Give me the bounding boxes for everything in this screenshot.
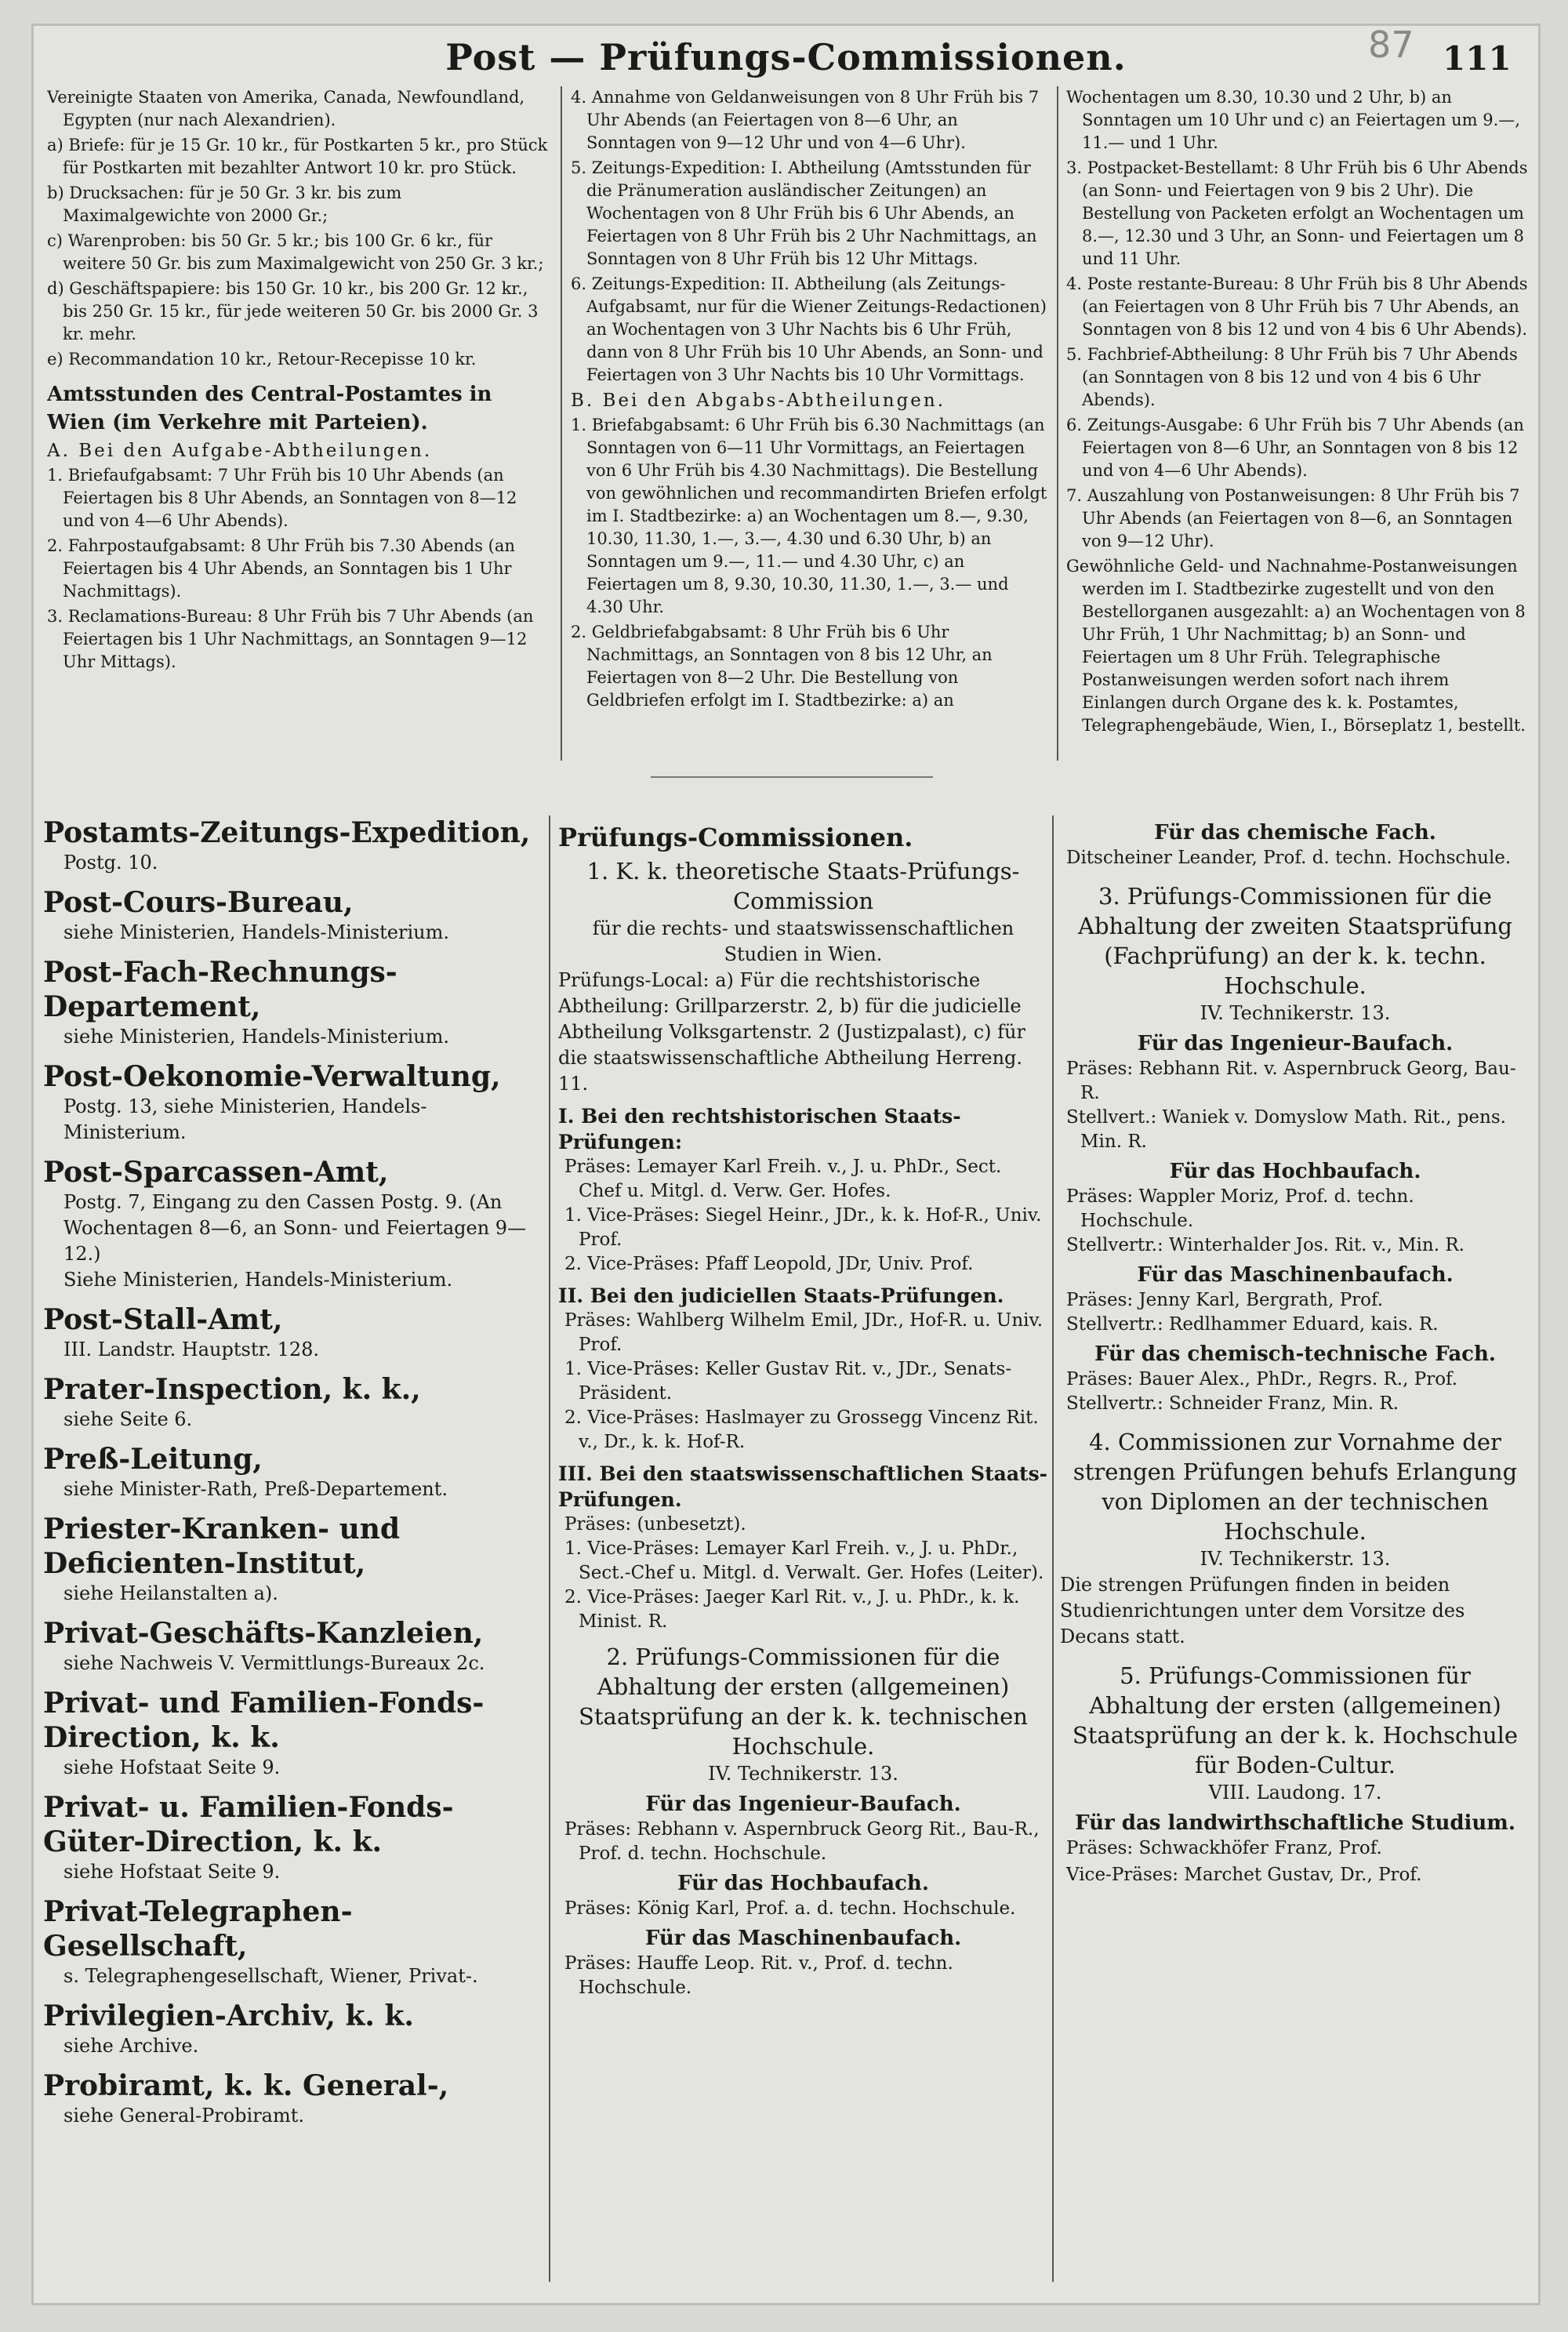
tariff-line: Vereinigte Staaten von Amerika, Canada, Newfoundland, Egypten (nur nach Alexandrien). xyxy=(47,88,525,129)
directory-entry xyxy=(43,1059,545,1146)
group-line: Präses: Wahlberg Wilhelm Emil, JDr., Hof-R. u. Univ. Prof. xyxy=(564,1310,1044,1355)
entry-heading: Privat- u. Familien-Fonds-Güter-Direction, k. k. xyxy=(43,1791,454,1858)
group-line: 1. Vice-Präses: Siegel Heinr., JDr., k. k. Hof-R., Univ. Prof. xyxy=(564,1205,1042,1250)
tariff-line: e) Recommandation 10 kr., Retour-Recepisse 10 kr. xyxy=(47,350,477,369)
group-line: 2. Vice-Präses: Pfaff Leopold, JDr, Univ. Prof. xyxy=(564,1254,974,1274)
entry-reference: siehe Minister-Rath, Preß-Departement. xyxy=(64,1478,448,1500)
group-line: Präses: König Karl, Prof. a. d. techn. Hochschule. xyxy=(564,1898,1016,1919)
group-line: Präses: Wappler Moriz, Prof. d. techn. Hochschule. xyxy=(1066,1186,1414,1231)
group-line: 1. Vice-Präses: Lemayer Karl Freih. v., J. u. PhDr., Sect.-Chef u. Mitgl. d. Verwalt. Ger. Hofes (Leiter). xyxy=(564,1538,1044,1583)
entry-reference: III. Landstr. Hauptstr. 128. xyxy=(64,1339,320,1360)
entry-reference: Postg. 7, Eingang zu den Cassen Postg. 9. (An Wochentagen 8—6, an Sonn- und Feiertagen 9—12.) xyxy=(64,1191,527,1265)
hours-item: 4. Poste restante-Bureau: 8 Uhr Früh bis 8 Uhr Abends (an Feiertagen von 8 Uhr Früh bis 7 Uhr Abends, an Sonntagen von 8 bis 12 und von 4 bis 6 Uhr Abends). xyxy=(1066,274,1528,339)
entry-heading: Post-Cours-Bureau, xyxy=(43,886,354,919)
commission-4-text: Die strengen Prüfungen finden in beiden Studienrichtungen unter dem Vorsitze des Decans statt. xyxy=(1060,1574,1465,1647)
commission-3-title: 3. Prüfungs-Commissionen für die Abhaltung der zweiten Staatsprüfung (Fachprüfung) an der k. k. techn. Hochschule. xyxy=(1078,883,1512,999)
entry-reference: Postg. 13, siehe Ministerien, Handels-Ministerium. xyxy=(64,1095,427,1143)
section-a-list-cont xyxy=(571,86,1049,387)
column-divider xyxy=(561,86,562,761)
group-line: Stellvertr.: Redlhammer Eduard, kais. R. xyxy=(1066,1314,1439,1335)
directory-entry xyxy=(43,1894,545,1989)
group-line: Stellvert.: Waniek v. Domyslow Math. Rit., pens. Min. R. xyxy=(1066,1107,1506,1152)
top-column-2 xyxy=(571,86,1049,776)
commission-1-local: Prüfungs-Local: a) Für die rechtshistorische Abtheilung: Grillparzerstr. 2, b) für die judicielle Abtheilung Volksgartenstr. 2 (Justizpalast), c) für die staatswissenschaftliche Abtheilung Herreng. 11. xyxy=(558,969,1025,1095)
entry-heading: Privat- und Familien-Fonds-Direction, k. k. xyxy=(43,1687,485,1754)
entry-reference: siehe Ministerien, Handels-Ministerium. xyxy=(64,1026,449,1048)
directory-entry xyxy=(43,815,545,876)
hours-item: 6. Zeitungs-Ausgabe: 6 Uhr Früh bis 7 Uhr Abends (an Feiertagen von 8—6 Uhr, an Sonntagen von 8 bis 12 und von 4—6 Uhr Abends). xyxy=(1066,416,1524,480)
directory-entry xyxy=(43,1442,545,1502)
commission-1-subtitle: für die rechts- und staatswissenschaftlichen Studien in Wien. xyxy=(592,917,1014,965)
group-line: Präses: Lemayer Karl Freih. v., J. u. PhDr., Sect. Chef u. Mitgl. d. Verw. Ger. Hofes. xyxy=(564,1157,1002,1201)
bottom-column-1 xyxy=(43,815,545,2290)
office-hours-heading: Amtsstunden des Central-Postamtes in Wien (im Verkehre mit Parteien). xyxy=(47,383,492,434)
section-a-heading: A. Bei den Aufgabe-Abtheilungen. xyxy=(47,441,433,461)
hours-item: Gewöhnliche Geld- und Nachnahme-Postanweisungen werden im I. Stadtbezirke zugestellt und von den Bestellorganen ausgezahlt: a) an Wochentagen von 8 Uhr Früh, 1 Uhr Nachmittag; b) an Sonn- und Feiertagen um 8 Uhr Früh. Telegraphische Postanweisungen werden sofort nach ihrem Einlangen durch Organe des k. k. Postamtes, Telegraphengebäude, Wien, I., Börseplatz 1, bestellt. xyxy=(1066,557,1526,735)
group-line: Präses: Schwackhöfer Franz, Prof. xyxy=(1066,1838,1382,1858)
entry-heading: Post-Fach-Rechnungs-Departement, xyxy=(43,956,397,1023)
entry-heading: Priester-Kranken- und Deficienten-Institut, xyxy=(43,1513,401,1580)
entry-heading: Post-Stall-Amt, xyxy=(43,1303,283,1336)
group-lines xyxy=(1060,846,1530,870)
group-heading: Für das chemisch-technische Fach. xyxy=(1094,1342,1496,1366)
group-heading: Für das Ingenieur-Baufach. xyxy=(1137,1032,1454,1055)
commission-2-address: IV. Technikerstr. 13. xyxy=(708,1763,898,1785)
pencil-mark: 87 xyxy=(1368,24,1414,66)
column-divider xyxy=(549,815,550,2282)
commission-2-title: 2. Prüfungs-Commissionen für die Abhaltung der ersten (allgemeinen) Staatsprüfung an der k. k. technischen Hochschule. xyxy=(579,1644,1028,1760)
group-heading: Für das Maschinenbaufach. xyxy=(1137,1263,1454,1287)
section-b-list xyxy=(571,414,1049,712)
group-heading: III. Bei den staatswissenschaftlichen Staats-Prüfungen. xyxy=(558,1462,1048,1511)
entry-heading: Privilegien-Archiv, k. k. xyxy=(43,2000,414,2032)
group-line: Präses: Rebhann v. Aspernbruck Georg Rit., Bau-R., Prof. d. techn. Hochschule. xyxy=(564,1819,1040,1864)
directory-entry xyxy=(43,1790,545,1885)
directory-entry xyxy=(43,1999,545,2059)
entry-heading: Probiramt, k. k. General-, xyxy=(43,2069,449,2102)
directory-entry xyxy=(43,1616,545,1676)
hours-item: 5. Fachbrief-Abtheilung: 8 Uhr Früh bis 7 Uhr Abends (an Sonntagen von 8 bis 12 und von 4 bis 6 Uhr Abends). xyxy=(1066,345,1518,409)
group-heading: II. Bei den judiciellen Staats-Prüfungen. xyxy=(558,1284,1004,1307)
column-divider xyxy=(1052,815,1054,2282)
group-heading: Für das Maschinenbaufach. xyxy=(644,1927,962,1950)
hours-item: 4. Annahme von Geldanweisungen von 8 Uhr Früh bis 7 Uhr Abends (an Feiertagen von 8—6 Uhr, an Sonntagen von 9—12 Uhr und von 4—6 Uhr). xyxy=(571,88,1040,152)
group-line: 2. Vice-Präses: Haslmayer zu Grossegg Vincenz Rit. v., Dr., k. k. Hof-R. xyxy=(564,1408,1039,1452)
commission-3-address: IV. Technikerstr. 13. xyxy=(1200,1002,1391,1024)
directory-entry xyxy=(43,1686,545,1781)
tariff-list xyxy=(47,86,553,371)
directory-entry xyxy=(43,1372,545,1433)
commission-1-title: 1. K. k. theoretische Staats-Prüfungs-Commission xyxy=(586,858,1020,914)
group-line: Präses: Bauer Alex., PhDr., Regrs. R., Prof. xyxy=(1066,1369,1458,1389)
group-line: Präses: Rebhann Rit. v. Aspernbruck Georg, Bau-R. xyxy=(1066,1059,1516,1103)
group-heading: Für das Ingenieur-Baufach. xyxy=(645,1793,961,1816)
group-heading: Für das Hochbaufach. xyxy=(677,1872,929,1895)
commissions-heading: Prüfungs-Commissionen. xyxy=(558,823,913,852)
directory-entry xyxy=(43,885,545,946)
entry-reference: Siehe Ministerien, Handels-Ministerium. xyxy=(64,1269,453,1291)
section-a-list xyxy=(47,464,553,674)
entry-reference: siehe Nachweis V. Vermittlungs-Bureaux 2c. xyxy=(64,1652,485,1674)
commission-2-groups xyxy=(558,1792,1048,2000)
entry-reference: Postg. 10. xyxy=(64,852,158,874)
section-b-heading: B. Bei den Abgabs-Abtheilungen. xyxy=(571,390,946,411)
commission-5-title: 5. Prüfungs-Commissionen für Abhaltung der ersten (allgemeinen) Staatsprüfung an der k. k. Hochschule für Boden-Cultur. xyxy=(1072,1662,1519,1778)
entry-reference: siehe Hofstaat Seite 9. xyxy=(64,1861,281,1883)
hours-item: 1. Briefaufgabsamt: 7 Uhr Früh bis 10 Uhr Abends (an Feiertagen bis 8 Uhr Abends, an Sonntagen von 8—12 und von 4—6 Uhr Abends). xyxy=(47,466,517,530)
entry-reference: siehe Archive. xyxy=(64,2035,199,2057)
document-page xyxy=(31,24,1541,2305)
group-heading: Für das Hochbaufach. xyxy=(1169,1160,1421,1183)
page-number: 111 xyxy=(1443,39,1512,78)
group-line: Stellvertr.: Winterhalder Jos. Rit. v., Min. R. xyxy=(1066,1235,1465,1255)
group-line: Präses: (unbesetzt). xyxy=(564,1514,746,1535)
entry-heading: Privat-Geschäfts-Kanzleien, xyxy=(43,1617,484,1650)
group-line: Vice-Präses: Marchet Gustav, Dr., Prof. xyxy=(1066,1865,1422,1885)
entry-heading: Prater-Inspection, k. k., xyxy=(43,1373,421,1406)
entry-reference: s. Telegraphengesellschaft, Wiener, Privat-. xyxy=(64,1965,478,1987)
group-line: Ditscheiner Leander, Prof. d. techn. Hochschule. xyxy=(1066,848,1512,868)
directory-entry xyxy=(43,955,545,1050)
hours-item: Wochentagen um 8.30, 10.30 und 2 Uhr, b) an Sonntagen um 10 Uhr und c) an Feiertagen um 9.—, 11.— und 1 Uhr. xyxy=(1066,88,1520,152)
hours-item: 2. Fahrpostaufgabsamt: 8 Uhr Früh bis 7.30 Abends (an Feiertagen bis 4 Uhr Abends, an Sonntagen bis 1 Uhr Nachmittags). xyxy=(47,536,515,601)
entry-reference: siehe Ministerien, Handels-Ministerium. xyxy=(64,921,449,943)
group-line: Präses: Jenny Karl, Bergrath, Prof. xyxy=(1066,1290,1384,1310)
hours-item: 3. Reclamations-Bureau: 8 Uhr Früh bis 7 Uhr Abends (an Feiertagen bis 1 Uhr Nachmittags, an Sonntagen 9—12 Uhr Mittags). xyxy=(47,607,534,671)
entry-reference: siehe Heilanstalten a). xyxy=(64,1582,278,1604)
group-line: 1. Vice-Präses: Keller Gustav Rit. v., JDr., Senats-Präsident. xyxy=(564,1359,1012,1404)
entry-reference: siehe Hofstaat Seite 9. xyxy=(64,1756,281,1778)
commission-5-address: VIII. Laudong. 17. xyxy=(1208,1782,1382,1803)
directory-entry xyxy=(43,1512,545,1607)
hours-item: 5. Zeitungs-Expedition: I. Abtheilung (Amtsstunden für die Pränumeration ausländischer Zeitungen) an Wochentagen von 8 Uhr Früh bis 6 Uhr Abends, an Feiertagen von 8 Uhr Früh bis 2 Uhr Nachmittags, an Sonntagen von 8 Uhr Früh bis 12 Uhr Mittags. xyxy=(571,158,1037,268)
directory-entries xyxy=(43,815,545,2129)
entry-heading: Post-Oekonomie-Verwaltung, xyxy=(43,1060,501,1093)
entry-heading: Postamts-Zeitungs-Expedition, xyxy=(43,816,531,849)
entry-heading: Preß-Leitung, xyxy=(43,1443,263,1476)
tariff-line: c) Warenproben: bis 50 Gr. 5 kr.; bis 100 Gr. 6 kr., für weitere 50 Gr. bis zum Maximalgewicht von 250 Gr. 3 kr.; xyxy=(47,231,544,273)
directory-entry xyxy=(43,1155,545,1293)
tariff-line: a) Briefe: für je 15 Gr. 10 kr., für Postkarten 5 kr., pro Stück für Postkarten mit bezahlter Antwort 10 kr. pro Stück. xyxy=(47,136,548,177)
top-column-3 xyxy=(1066,86,1529,776)
hours-item: 2. Geldbriefabgabsamt: 8 Uhr Früh bis 6 Uhr Nachmittags, an Sonntagen von 8 bis 12 Uhr, an Feiertagen von 8—2 Uhr. Die Bestellung von Geldbriefen erfolgt im I. Stadtbezirke: a) an xyxy=(571,623,993,710)
tariff-line: d) Geschäftspapiere: bis 150 Gr. 10 kr., bis 200 Gr. 12 kr., bis 250 Gr. 15 kr., für jede weiteren 50 Gr. bis 2000 Gr. 3 kr. mehr. xyxy=(47,279,539,343)
commission-4-address: IV. Technikerstr. 13. xyxy=(1200,1548,1391,1570)
group-line: 2. Vice-Präses: Jaeger Karl Rit. v., J. u. PhDr., k. k. Minist. R. xyxy=(564,1587,1020,1632)
top-column-1 xyxy=(47,86,553,776)
hours-item: 1. Briefabgabsamt: 6 Uhr Früh bis 6.30 Nachmittags (an Sonntagen von 6—11 Uhr Vormittags, an Feiertagen von 6 Uhr Früh bis 4.30 Nachmittags). Die Bestellung von gewöhnlichen und recommandirten Briefen erfolgt im I. Stadtbezirke: a) an Wochentagen um 8.—, 9.30, 10.30, 11.30, 1.—, 3.—, 4.30 und 6.30 Uhr, b) an Sonntagen um 9.—, 11.— und 4.30 Uhr, c) an Feiertagen um 8, 9.30, 10.30, 11.30, 1.—, 3.— und 4.30 Uhr. xyxy=(571,416,1047,616)
bottom-column-3 xyxy=(1060,815,1530,2290)
commission-4-title: 4. Commissionen zur Vornahme der strengen Prüfungen behufs Erlangung von Diplomen an der technischen Hochschule. xyxy=(1073,1429,1518,1545)
section-rule xyxy=(651,776,933,778)
tariff-line: b) Drucksachen: für je 50 Gr. 3 kr. bis zum Maximalgewichte von 2000 Gr.; xyxy=(47,183,402,225)
entry-reference: siehe Seite 6. xyxy=(64,1408,193,1430)
page-title: Post — Prüfungs-Commissionen. xyxy=(445,36,1127,78)
commission-3-groups xyxy=(1060,1031,1530,1416)
directory-entry xyxy=(43,1302,545,1363)
column-divider xyxy=(1057,86,1058,761)
hours-item: 7. Auszahlung von Postanweisungen: 8 Uhr Früh bis 7 Uhr Abends (an Feiertagen von 8—6, an Sonntagen von 9—12 Uhr). xyxy=(1066,486,1520,550)
section-b-list-cont xyxy=(1066,86,1529,737)
hours-item: 3. Postpacket-Bestellamt: 8 Uhr Früh bis 6 Uhr Abends (an Sonn- und Feiertagen von 9 bis 2 Uhr). Die Bestellung von Packeten erfolgt an Wochentagen um 8.—, 12.30 und 3 Uhr, an Sonn- und Feiertagen um 8 und 11 Uhr. xyxy=(1066,158,1528,268)
entry-heading: Post-Sparcassen-Amt, xyxy=(43,1156,389,1189)
group-line: Stellvertr.: Schneider Franz, Min. R. xyxy=(1066,1393,1399,1414)
directory-entry xyxy=(43,2069,545,2129)
entry-heading: Privat-Telegraphen-Gesellschaft, xyxy=(43,1895,353,1963)
hours-item: 6. Zeitungs-Expedition: II. Abtheilung (als Zeitungs-Aufgabsamt, nur für die Wiener Zeitungs-Redactionen) an Wochentagen von 3 Uhr Nachts bis 6 Uhr Früh, dann von 8 Uhr Früh bis 10 Uhr Abends, an Sonn- und Feiertagen von 3 Uhr Nachts bis 10 Uhr Vormittags. xyxy=(571,274,1047,384)
commission-1-groups xyxy=(558,1103,1048,1634)
group-heading: Für das landwirthschaftliche Studium. xyxy=(1075,1811,1515,1835)
group-lines xyxy=(1060,1836,1530,1887)
entry-reference: siehe General-Probiramt. xyxy=(64,2105,305,2127)
group-heading: I. Bei den rechtshistorischen Staats-Prüfungen: xyxy=(558,1105,961,1153)
group-heading: Für das chemische Fach. xyxy=(1154,821,1436,845)
group-line: Präses: Hauffe Leop. Rit. v., Prof. d. techn. Hochschule. xyxy=(564,1953,953,1998)
bottom-column-2 xyxy=(558,815,1048,2290)
